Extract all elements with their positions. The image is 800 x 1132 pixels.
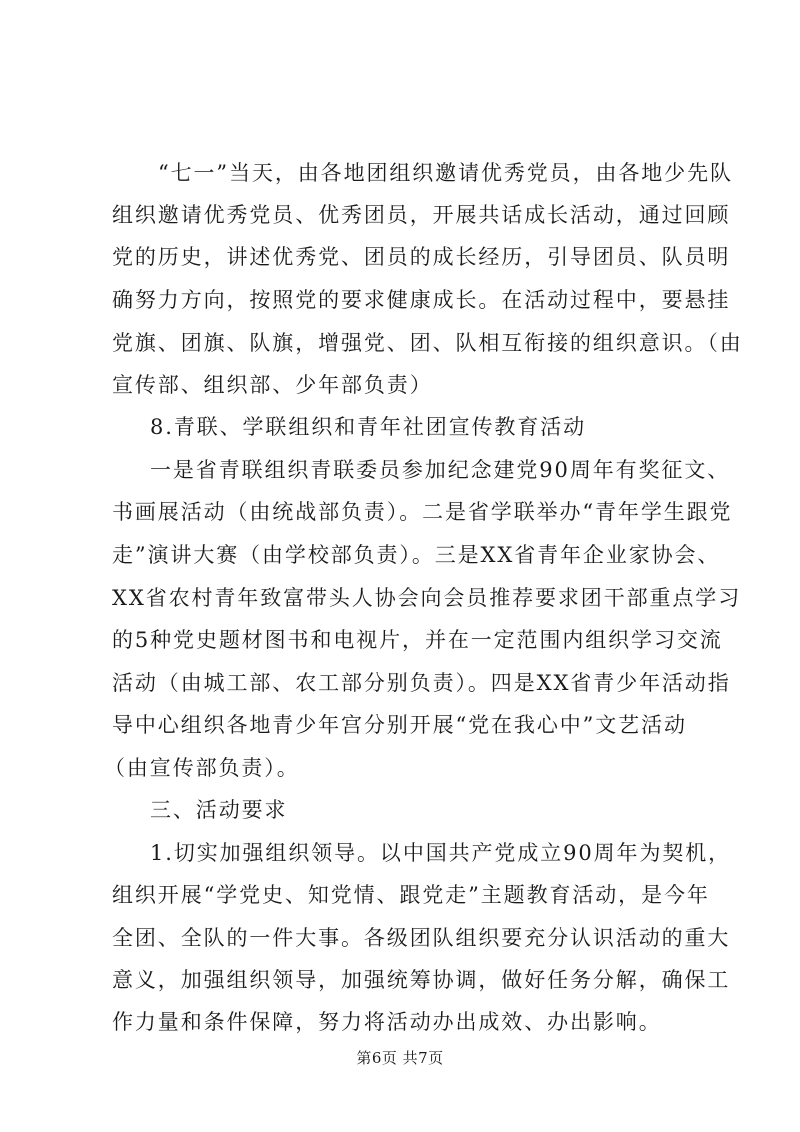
- section-heading: 1.切实加强组织领导。以中国共产党成立90周年为契机，: [150, 841, 732, 865]
- paragraph-line: 一是省青联组织青联委员参加纪念建党90周年有奖征文、: [150, 458, 731, 482]
- section-heading: 三、活动要求: [150, 798, 288, 822]
- paragraph-line: 意义，加强组织领导，加强统筹协调，做好任务分解，确保工: [112, 968, 731, 992]
- paragraph-line: （由宣传部负责）。: [104, 756, 300, 780]
- section-heading: 8.青联、学联组织和青年社团宣传教育活动: [150, 415, 587, 439]
- paragraph-line: 党的历史，讲述优秀党、团员的成长经历，引导团员、队员明: [112, 245, 731, 269]
- paragraph-line: 作力量和条件保障，努力将活动办出成效、办出影响。: [112, 1010, 662, 1034]
- paragraph-line: 党旗、团旗、队旗，增强党、团、队相互衔接的组织意识。（由: [112, 331, 743, 355]
- paragraph-line: 宣传部、组织部、少年部负责）: [112, 373, 433, 397]
- paragraph-line: “七一”当天，由各地团组织邀请优秀党员，由各地少先队: [158, 161, 733, 185]
- paragraph-line: 组织开展“学党史、知党情、跟党走”主题教育活动，是今年: [112, 883, 710, 907]
- paragraph-line: XX省农村青年致富带头人协会向会员推荐要求团干部重点学习: [112, 586, 742, 610]
- paragraph-line: 书画展活动（由统战部负责）。二是省学联举办“青年学生跟党: [112, 500, 733, 524]
- paragraph-line: 全团、全队的一件大事。各级团队组织要充分认识活动的重大: [112, 926, 731, 950]
- paragraph-line: 活动（由城工部、农工部分别负责）。四是XX省青少年活动指: [112, 671, 731, 695]
- paragraph-line: 的5种党史题材图书和电视片，并在一定范围内组织学习交流: [112, 628, 723, 652]
- paragraph-line: 组织邀请优秀党员、优秀团员，开展共话成长活动，通过回顾: [112, 203, 731, 227]
- paragraph-line: 导中心组织各地青少年宫分别开展“党在我心中”文艺活动: [112, 713, 687, 737]
- paragraph-line: 确努力方向，按照党的要求健康成长。在活动过程中，要悬挂: [112, 288, 731, 312]
- paragraph-line: 走”演讲大赛（由学校部负责）。三是XX省青年企业家协会、: [112, 543, 721, 567]
- page-number: 第6页 共7页: [356, 1049, 444, 1067]
